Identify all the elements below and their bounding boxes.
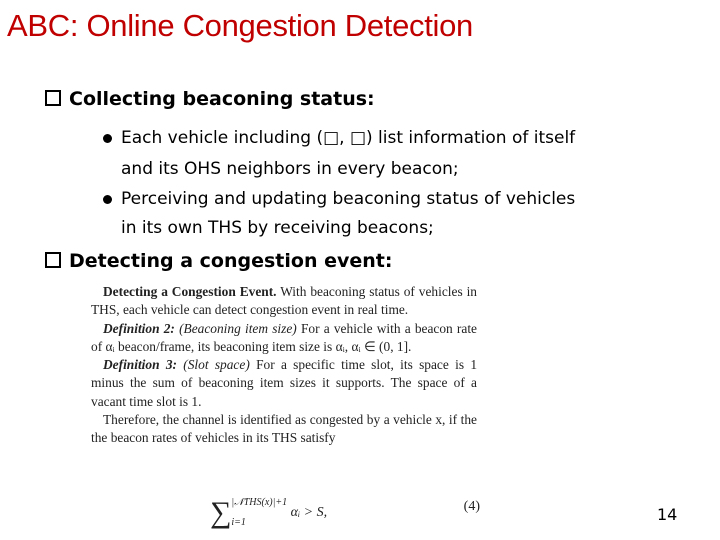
checkbox-bullet-icon [45, 252, 61, 268]
definition-name: (Beaconing item size) [174, 320, 297, 336]
section-heading-detecting [45, 250, 392, 272]
heading-text: Collecting beaconing status: [69, 88, 375, 110]
bullet-text: Perceiving and updating beaconing status of vehicles [121, 189, 576, 209]
heading-text: Detecting a congestion event: [69, 250, 393, 272]
bullet-dot-icon [103, 134, 112, 143]
excerpt-text: Therefore, the channel is identified as congested by a vehicle x, if the the beacon rates of vehicles in its THS satisfy [91, 412, 477, 446]
bullet-text: Each vehicle including (□, □) list information of itself [121, 128, 576, 148]
excerpt-text: With beaconing status of vehicles in THS, each vehicle can detect congestion event in real time. [91, 284, 477, 318]
equation-number: (4) [463, 499, 480, 514]
definition-label: Definition 3: [103, 357, 177, 373]
page-number: 14 [657, 505, 678, 524]
bullet-dot-icon [103, 195, 112, 204]
excerpt-text: For a vehicle with a beacon rate of αᵢ beacon/frame, its beaconing item size is αᵢ, αᵢ ∈ (0, 1]. [91, 320, 477, 354]
excerpt-bold: Detecting a Congestion Event. [103, 284, 277, 299]
section-heading-collecting [45, 88, 375, 110]
bullet-text: and its OHS neighbors in every beacon; [121, 159, 459, 179]
excerpt-text: For a specific time slot, its space is 1 minus the sum of beaconing item sizes it supports. The space of a vacant time slot is 1. [91, 357, 478, 409]
eq-lower-limit: i=1 [231, 517, 246, 528]
bullet-text: in its own THS by receiving beacons; [121, 218, 434, 238]
paper-excerpt [91, 283, 477, 448]
definition-label: Definition 2: [103, 320, 175, 336]
sum-symbol: ∑ [210, 496, 232, 530]
equation [210, 493, 480, 533]
checkbox-bullet-icon [45, 90, 61, 106]
eq-upper-limit: |𝒩THS(x)|+1 [231, 497, 288, 508]
definition-name: (Slot space) [176, 357, 250, 373]
slide-title: ABC: Online Congestion Detection [7, 8, 473, 43]
eq-body: αᵢ > S, [290, 505, 328, 521]
